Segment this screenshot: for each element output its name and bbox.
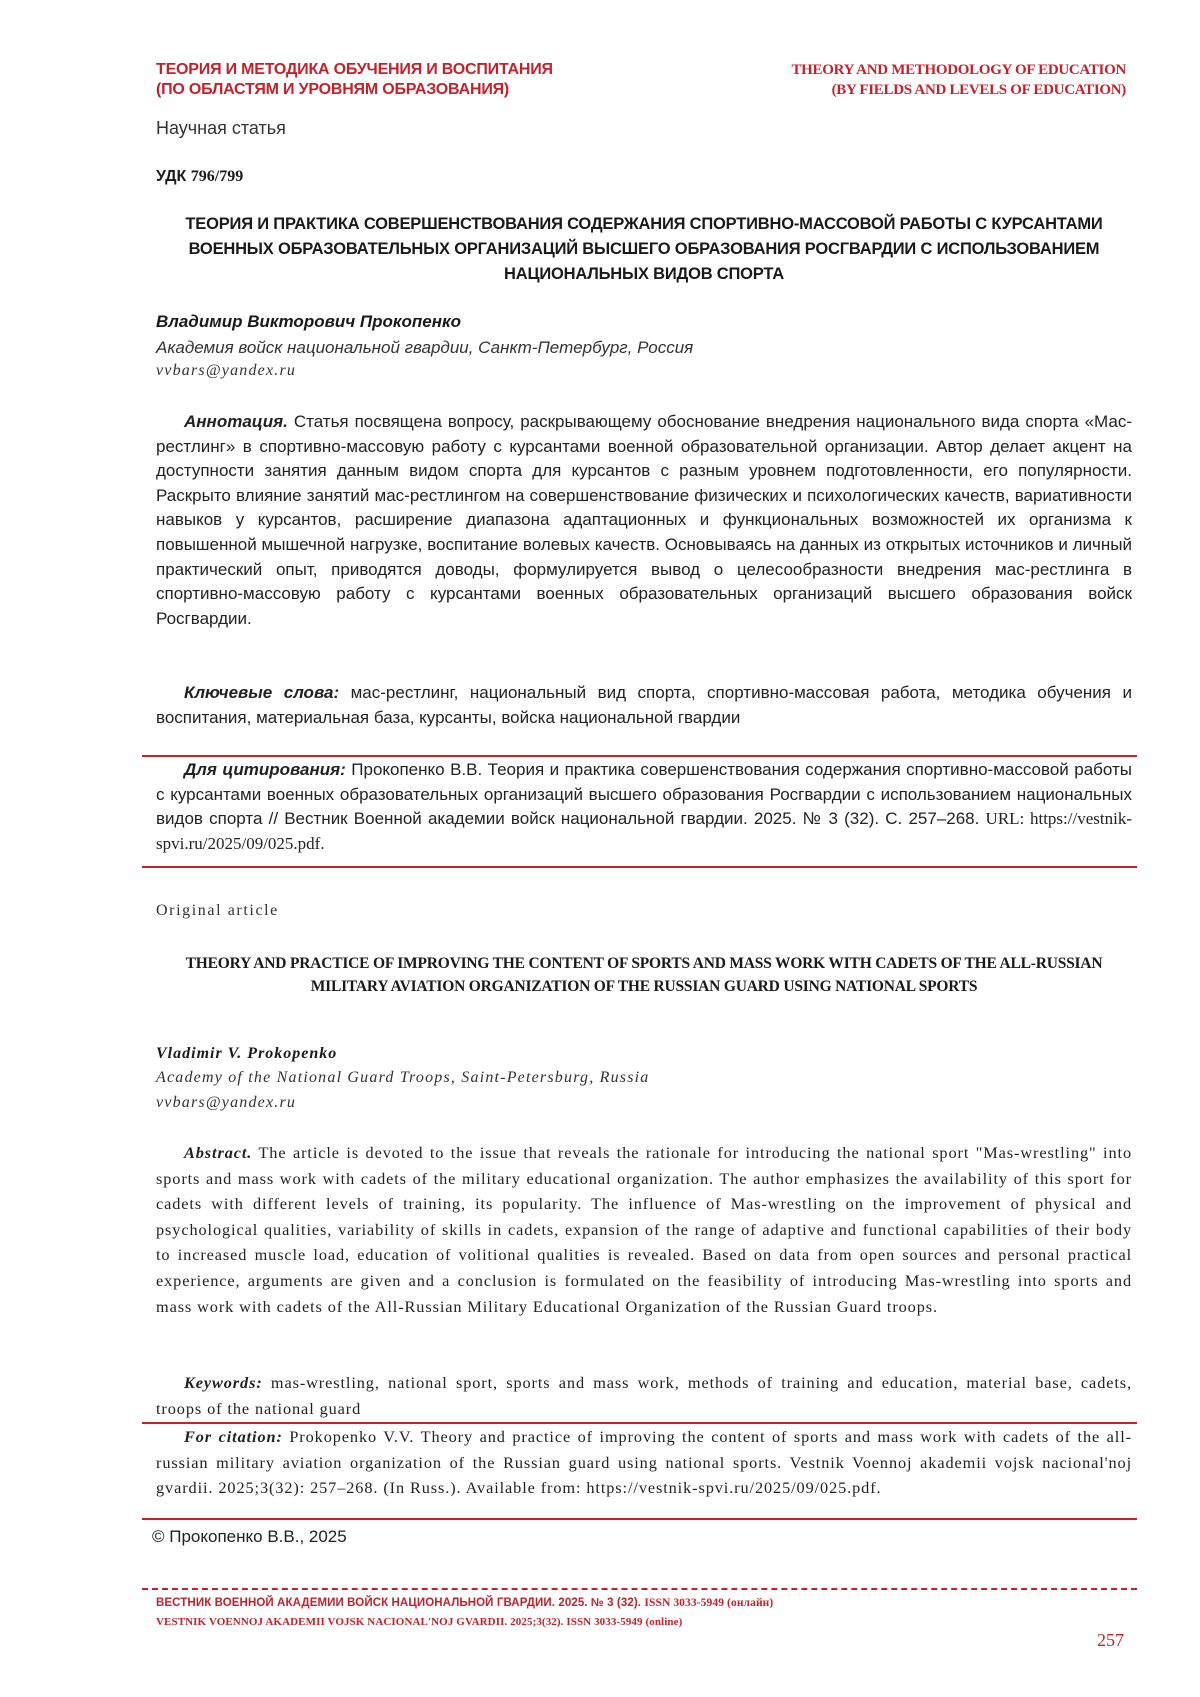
keywords-ru-text: мас-рестлинг, национальный вид спорта, спортивно-массовая работа, методика обучения и воспитания, материальная база, курсанты, войска национальной гвардии — [156, 683, 1132, 727]
section-header-en-line2: (BY FIELDS AND LEVELS OF EDUCATION) — [831, 82, 1126, 98]
citation-ru-label: Для цитирования: — [184, 760, 346, 779]
author-affiliation-en: Academy of the National Guard Troops, Saint-Petersburg, Russia — [156, 1069, 650, 1086]
article-title-ru: ТЕОРИЯ И ПРАКТИКА СОВЕРШЕНСТВОВАНИЯ СОДЕРЖАНИЯ СПОРТИВНО-МАССОВОЙ РАБОТЫ С КУРСАНТАМИ ВОЕННЫХ ОБРАЗОВАТЕЛЬНЫХ ОРГАНИЗАЦИЙ ВЫСШЕГО ОБРАЗОВАНИЯ РОСГВАРДИИ С ИСПОЛЬЗОВАНИЕМ НАЦИОНАЛЬНЫХ ВИДОВ СПОРТА — [185, 215, 1103, 283]
citation-en-text: Prokopenko V.V. Theory and practice of improving the content of sports and mass work with cadets of the all-russian military aviation organization of the Russian guard using national sports. Vestnik Voennoj akademii vojsk nacional'noj gvardii. 2025;3(32): 257–268. (In Russ.). Available from: https://vestnik-spvi.ru/2025/09/025.pdf. — [156, 1427, 1132, 1498]
author-name-ru: Владимир Викторович Прокопенко — [156, 312, 461, 331]
author-name-en: Vladimir V. Prokopenko — [156, 1045, 338, 1062]
abstract-ru — [156, 410, 1132, 631]
citation-en-bottom-rule — [142, 1518, 1137, 1520]
abstract-ru-label: Аннотация. — [184, 412, 288, 431]
journal-section-header-ru — [156, 60, 676, 100]
keywords-ru-label: Ключевые слова: — [184, 683, 340, 702]
copyright-notice: © Прокопенко В.В., 2025 — [152, 1527, 347, 1546]
section-header-ru-line1: ТЕОРИЯ И МЕТОДИКА ОБУЧЕНИЯ И ВОСПИТАНИЯ — [156, 61, 553, 78]
footer-ru-issn: ISSN 3033-5949 (онлайн) — [644, 1597, 774, 1609]
abstract-en-text: The article is devoted to the issue that reveals the rationale for introducing the national sport "Mas-wrestling" into sports and mass work with cadets of the military educational organization. The author emphasizes the availability of this sport for cadets with different levels of training, its popularity. The influence of Mas-wrestling on the improvement of physical and psychological qualities, variability of skills in cadets, expansion of the range of adaptive and functional capabilities of their body to increased muscle load, education of volitional qualities is revealed. Based on data from open sources and personal practical experience, arguments are given and a conclusion is formulated on the feasibility of introducing Mas-wrestling into sports and mass work with cadets of the All-Russian Military Educational Organization of the Russian Guard troops. — [156, 1143, 1132, 1316]
citation-en — [156, 1424, 1132, 1501]
citation-ru — [156, 758, 1132, 856]
author-email-en[interactable]: vvbars@yandex.ru — [156, 1094, 297, 1111]
footer-dashed-divider — [142, 1588, 1137, 1590]
article-type-en: Original article — [156, 902, 279, 919]
journal-section-header-en — [606, 60, 1126, 100]
footer-ru-title: ВЕСТНИК ВОЕННОЙ АКАДЕМИИ ВОЙСК НАЦИОНАЛЬНОЙ ГВАРДИИ. 2025. № 3 (32). — [156, 1597, 642, 1609]
abstract-en-label: Abstract. — [184, 1143, 253, 1162]
author-email-ru[interactable]: vvbars@yandex.ru — [156, 362, 297, 379]
udc-code — [156, 168, 243, 186]
keywords-en-text: mas-wrestling, national sport, sports and mass work, methods of training and education, material base, cadets, troops of the national guard — [156, 1373, 1132, 1418]
article-type-ru: Научная статья — [156, 118, 286, 138]
footer-journal-ru — [156, 1597, 773, 1609]
page-number: 257 — [1097, 1630, 1124, 1650]
author-affiliation-ru: Академия войск национальной гвардии, Санкт-Петербург, Россия — [156, 338, 694, 357]
citation-ru-text: Прокопенко В.В. Теория и практика совершенствования содержания спортивно-массовой работы с курсантами военных образовательных организаций высшего образования Росгвардии с использованием национальных видов спорта // Вестник Военной академии войск национальной гвардии. 2025. № 3 (32). С. 257–268. — [156, 760, 1132, 829]
keywords-ru — [156, 681, 1132, 730]
keywords-en — [156, 1370, 1132, 1421]
citation-ru-url[interactable]: URL: https://vestnik-spvi.ru/2025/09/025.pdf. — [156, 809, 1132, 853]
citation-ru-top-rule — [142, 755, 1137, 757]
section-header-en-line1: THEORY AND METHODOLOGY OF EDUCATION — [791, 62, 1126, 78]
keywords-en-label: Keywords: — [184, 1373, 263, 1392]
abstract-en — [156, 1140, 1132, 1319]
article-title-en: THEORY AND PRACTICE OF IMPROVING THE CONTENT OF SPORTS AND MASS WORK WITH CADETS OF THE ALL-RUSSIAN MILITARY AVIATION ORGANIZATION OF THE RUSSIAN GUARD USING NATIONAL SPORTS — [185, 955, 1103, 995]
udc-number: 796/799 — [190, 168, 244, 185]
citation-ru-bottom-rule — [142, 866, 1137, 868]
citation-en-label: For citation: — [184, 1427, 283, 1446]
abstract-ru-text: Статья посвящена вопросу, раскрывающему обоснование внедрения национального вида спорта «Мас-рестлинг» в спортивно-массовую работу с курсантами военной образовательной организации. Автор делает акцент на доступности занятия данным видом спорта для курсантов с разным уровнем подготовленности, его популярности. Раскрыто влияние занятий мас-рестлингом на совершенствование физических и психологических качеств, вариативности навыков у курсантов, расширение диапазона адаптационных и функциональных возможностей их организма к повышенной мышечной нагрузке, воспитание волевых качеств. Основываясь на данных из открытых источников и личный практический опыт, приводятся доводы, формулируется вывод о целесообразности внедрения мас-рестлинга в спортивно-массовую работу с курсантами военных образовательных организаций высшего образования войск Росгвардии. — [156, 412, 1132, 628]
udc-label: УДК — [156, 168, 187, 185]
footer-journal-en: VESTNIK VOENNOJ AKADEMII VOJSK NACIONAL'NOJ GVARDII. 2025;3(32). ISSN 3033-5949 (online) — [156, 1616, 683, 1628]
section-header-ru-line2: (ПО ОБЛАСТЯМ И УРОВНЯМ ОБРАЗОВАНИЯ) — [156, 81, 510, 98]
